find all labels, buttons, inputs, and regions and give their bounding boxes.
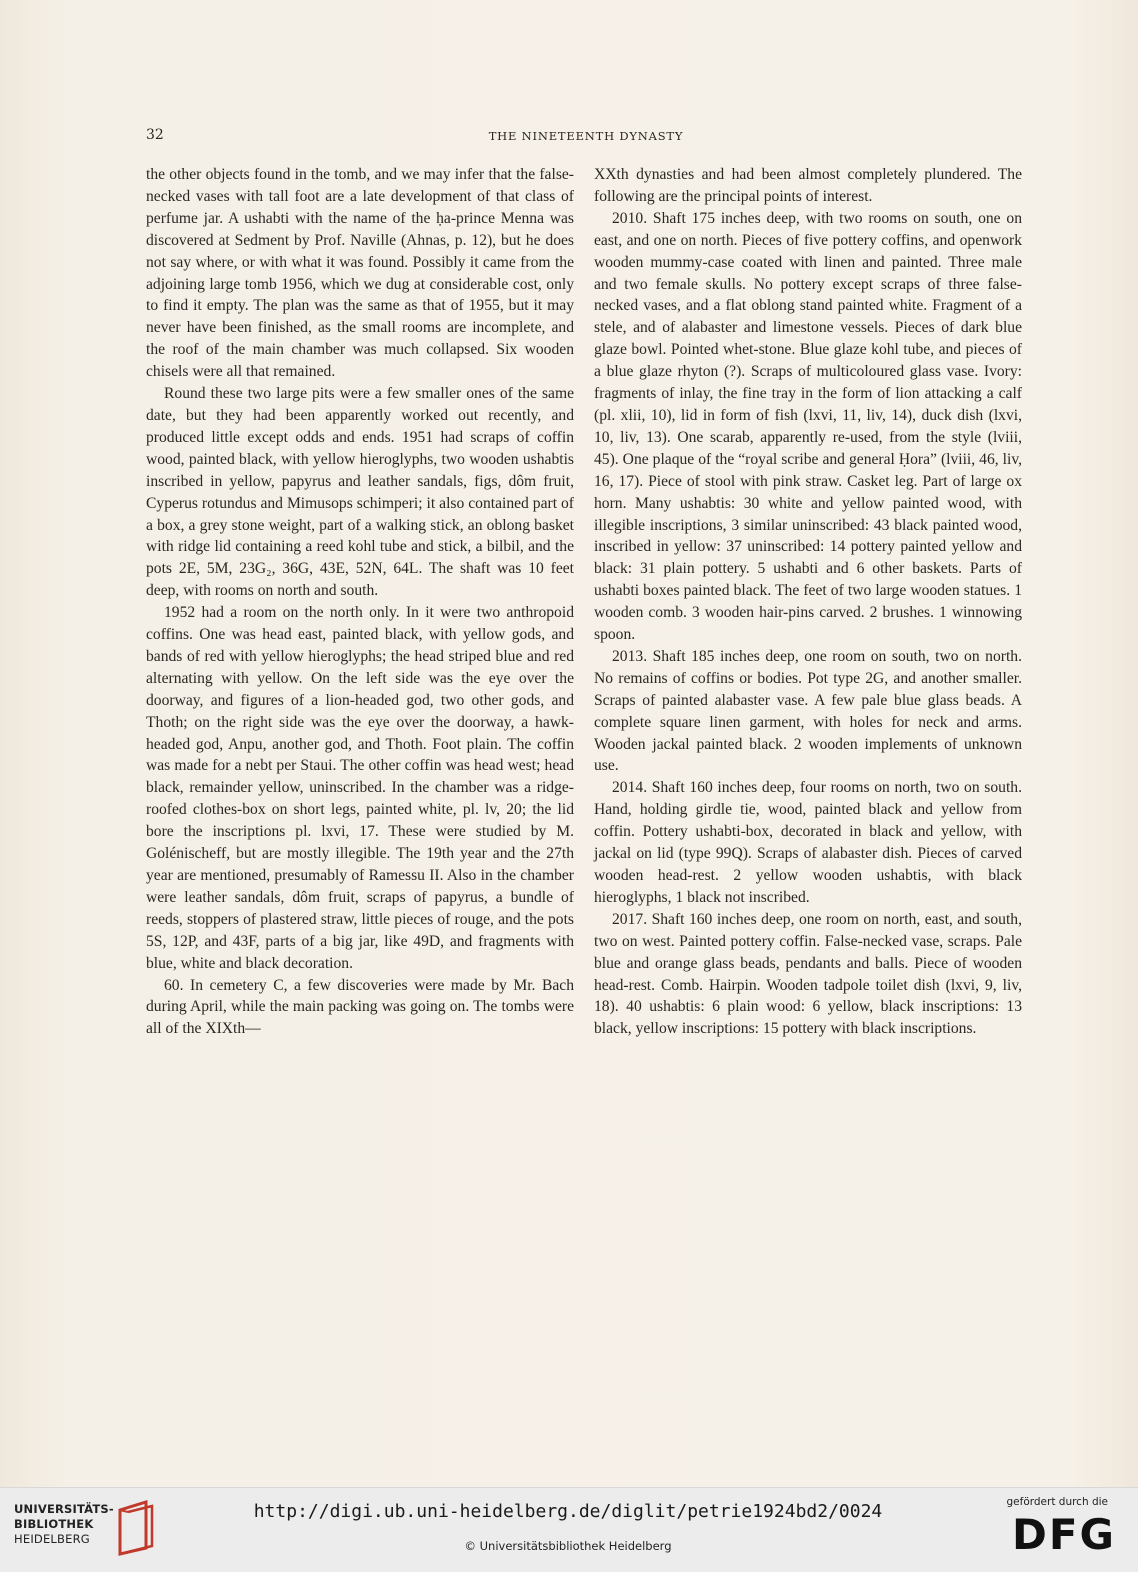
- paragraph: 2010. Shaft 175 inches deep, with two rooms on south, one on east, and one on north. Pieces of five pottery coffins, and openwork wooden mummy-case coated with linen and painted. Three male and two female skulls. No pottery except scraps of three false-necked vases, and a flat oblong stand painted white. Fragment of a stele, and of alabaster and limestone vessels. Pieces of dark blue glaze bowl. Pointed whet-stone. Blue glaze kohl tube, and pieces of a blue glaze rhyton (?). Scraps of multicoloured glass vase. Ivory: fragments of inlay, the fine tray in the form of lion attacking a calf (pl. xlii, 10), lid in form of fish (lxvi, 11, liv, 14), duck dish (lxvi, 10, liv, 13). One scarab, apparently re-used, from the style (lviii, 45). One plaque of the “royal scribe and general Ḥora” (lviii, 46, liv, 16, 17). Piece of stool with pink straw. Casket leg. Part of large ox horn. Many ushabtis: 30 white and yellow painted wood, with illegible inscriptions, 3 similar uninscribed: 43 black painted wood, inscribed in yellow: 37 uninscribed: 14 pottery painted yellow and black: 31 plain pottery. 5 ushabti and 6 other baskets. Parts of ushabti boxes painted black. The feet of two large wooden statues. 1 wooden comb. 3 wooden hair-pins carved. 2 brushes. 1 winnowing spoon.: [594, 209, 1022, 644]
- permalink-url[interactable]: http://digi.ub.uni-heidelberg.de/diglit/petrie1924bd2/0024: [253, 1501, 883, 1522]
- left-column: [146, 164, 574, 1040]
- library-logo-icon[interactable]: [112, 1498, 160, 1556]
- paragraph: Round these two large pits were a few smaller ones of the same date, but they had been apparently worked out recently, and produced little except odds and ends. 1951 had scraps of coffin wood, painted black, with yellow hieroglyphs, two wooden ushabtis inscribed in yellow, papyrus and leather sandals, figs, dôm fruit, Cyperus rotundus and Mimusops schimperi; it also contained part of a box, a grey stone weight, part of a walking stick, an oblong basket with ridge lid containing a reed kohl tube and stick, a bilbil, and the pots 2E, 5M, 23G₂, 36G, 43E, 52N, 64L. The shaft was 10 feet deep, with rooms on north and south.: [146, 385, 574, 600]
- library-name-line: UNIVERSITÄTS-: [14, 1502, 114, 1516]
- paragraph: 2017. Shaft 160 inches deep, one room on north, east, and south, two on west. Painted pottery coffin. False-necked vase, scraps. Pale blue and orange glass beads, pendants and balls. Piece of wooden head-rest. Comb. Hairpin. Wooden tadpole toilet dish (lxvi, 9, liv, 18). 40 ushabtis: 6 plain wood: 6 yellow, black inscriptions: 13 black, yellow inscriptions: 15 pottery with black inscriptions.: [594, 910, 1022, 1038]
- library-name-line: BIBLIOTHEK: [14, 1517, 94, 1531]
- library-name[interactable]: [14, 1502, 114, 1547]
- library-name-line: HEIDELBERG: [14, 1532, 90, 1546]
- paragraph: 2014. Shaft 160 inches deep, four rooms on north, two on south. Hand, holding girdle tie, wood, painted black and yellow from coffin. Pottery ushabti-box, decorated in black and yellow, with jackal on lid (type 99Q). Scraps of alabaster dish. Pieces of carved wooden head-rest. 2 yellow wooden ushabtis, with black hieroglyphs, 1 black not inscribed.: [594, 779, 1022, 906]
- right-column: [594, 164, 1022, 1040]
- dfg-logo[interactable]: DFG: [1011, 1510, 1116, 1559]
- running-title: THE NINETEENTH DYNASTY: [488, 129, 684, 143]
- paragraph: the other objects found in the tomb, and we may infer that the false-necked vases with tall foot are a late development of that class of perfume jar. A ushabti with the name of the ḥa-prince Menna was discovered at Sedment by Prof. Naville (Ahnas, p. 12), but he does not say where, or with what it was found. Possibly it came from the adjoining large tomb 1956, which we dug at considerable cost, only to find it empty. The plan was the same as that of 1955, but it may never have been finished, as the small rooms are incomplete, and the roof of the main chamber was much collapsed. Six wooden chisels were all that remained.: [146, 166, 574, 381]
- running-head: [146, 127, 1026, 147]
- copyright-notice: © Universitätsbibliothek Heidelberg: [464, 1539, 672, 1553]
- paragraph: 2013. Shaft 185 inches deep, one room on south, two on north. No remains of coffins or bodies. Pot type 2G, and another smaller. Scraps of painted alabaster vase. A few pale blue glass beads. A complete square linen garment, with holes for neck and arms. Wooden jackal painted black. 2 wooden implements of unknown use.: [594, 647, 1022, 775]
- paragraph: 1952 had a room on the north only. In it were two anthropoid coffins. One was head east, painted black, with yellow gods, and bands of red with yellow hieroglyphs; the head striped blue and red alternating with yellow. On the left side was the eye over the doorway, and figures of a lion-headed god, two other gods, and Thoth; on the right side was the eye over the doorway, a hawk-headed god, Anpu, another god, and Thoth. Foot plain. The coffin was made for a nebt per Staui. The other coffin was head west; head black, remainder yellow, uninscribed. In the chamber was a ridge-roofed clothes-box on short legs, painted white, pl. lv, 20; the lid bore the inscriptions pl. lxvi, 17. These were studied by M. Golénischeff, but are mostly illegible. The 19th year and the 27th year are mentioned, presumably of Ramessu II. Also in the chamber were leather sandals, dôm fruit, scraps of papyrus, a bundle of reeds, stoppers of plastered straw, little pieces of rouge, and the pots 5S, 12P, and 43F, parts of a big jar, like 49D, and fragments with blue, white and black decoration.: [146, 604, 574, 972]
- paragraph: XXth dynasties and had been almost completely plundered. The following are the principal points of interest.: [594, 166, 1022, 205]
- page-number: 32: [146, 127, 164, 143]
- funded-by-label: gefördert durch die: [1006, 1496, 1108, 1508]
- viewer-footer: [0, 1487, 1138, 1572]
- paragraph: 60. In cemetery C, a few discoveries were made by Mr. Bach during April, while the main packing was going on. The tombs were all of the XIXth—: [146, 976, 574, 1038]
